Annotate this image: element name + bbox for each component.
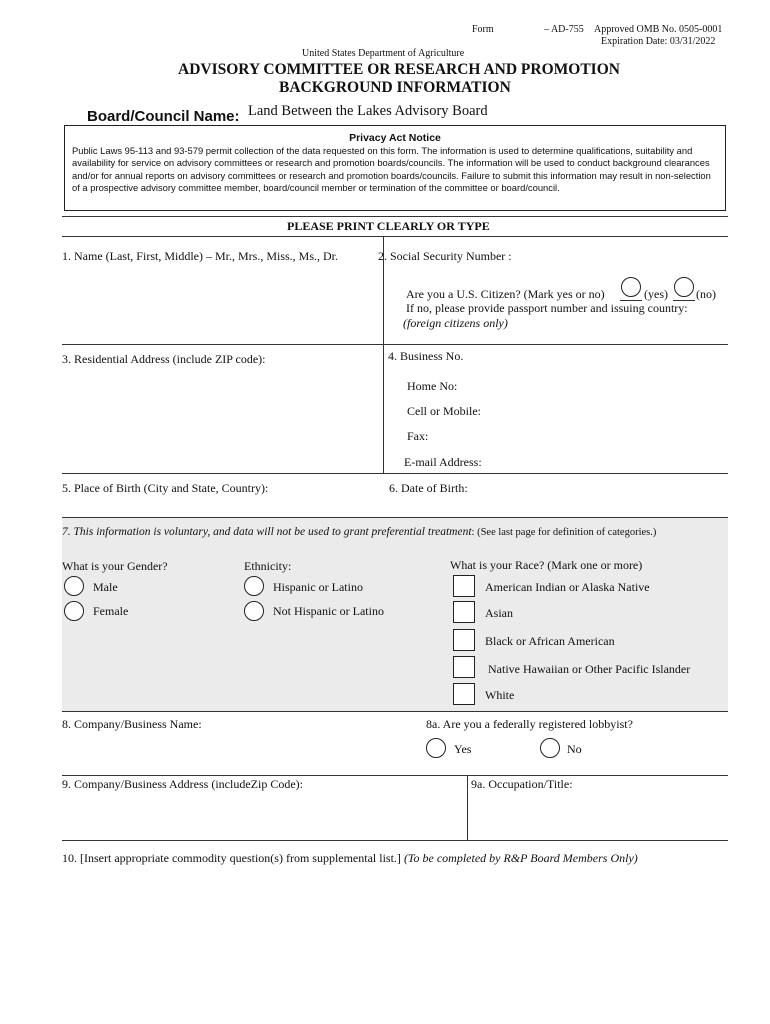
- lobbyist-question: 8a. Are you a federally registered lobbyist?: [426, 717, 633, 731]
- email-label[interactable]: E-mail Address:: [404, 455, 482, 469]
- divider: [62, 344, 728, 345]
- lobbyist-yes-radio[interactable]: [426, 738, 446, 758]
- commodity-question-text: 10. [Insert appropriate commodity question(s) from supplemental list.]: [62, 851, 401, 865]
- commodity-question-note: (To be completed by R&P Board Members Only): [403, 851, 638, 865]
- board-name-value[interactable]: Land Between the Lakes Advisory Board: [248, 103, 488, 119]
- address-field-label[interactable]: 3. Residential Address (include ZIP code):: [62, 352, 266, 366]
- divider: [62, 775, 728, 776]
- company-name-label[interactable]: 8. Company/Business Name:: [62, 717, 202, 731]
- form-title-line1: ADVISORY COMMITTEE OR RESEARCH AND PROMOTION: [178, 61, 620, 78]
- commodity-question[interactable]: [62, 851, 638, 866]
- company-address-label[interactable]: 9. Company/Business Address (includeZip Code):: [62, 777, 303, 791]
- business-no-label[interactable]: 4. Business No.: [388, 349, 464, 363]
- form-label: Form: [472, 24, 494, 35]
- expiration-date: Expiration Date: 03/31/2022: [601, 36, 716, 47]
- race-native-hawaiian-label: Native Hawaiian or Other Pacific Islander: [488, 662, 691, 676]
- citizen-question: Are you a U.S. Citizen? (Mark yes or no): [406, 287, 605, 301]
- board-name-label: Board/Council Name:: [87, 108, 240, 125]
- divider: [62, 711, 728, 712]
- divider: [62, 840, 728, 841]
- cell-label[interactable]: Cell or Mobile:: [407, 404, 481, 418]
- race-white-label: White: [485, 688, 515, 702]
- omb-number: Approved OMB No. 0505-0001: [594, 24, 723, 35]
- department: United States Department of Agriculture: [302, 48, 465, 59]
- race-asian-label: Asian: [485, 606, 513, 620]
- lobbyist-no-label: No: [567, 742, 582, 756]
- privacy-body: Public Laws 95-113 and 93-579 permit collection of the data requested on this form. The information is used to determine qualifications, suitability and availability for service on advisory committees or research and promotion boards/councils. The information will be used to conduct background clearances and/or for annual reports on advisory committees or research and promotion boards/councils. Failure to submit this information may result in non-selection of a prospective advisory committee member, board/council member or termination of the committee or board/council.: [72, 145, 711, 193]
- section7-note: : (See last page for definition of categories.): [471, 527, 657, 538]
- race-black-checkbox[interactable]: [453, 629, 475, 651]
- ethnicity-hispanic-radio[interactable]: [244, 576, 264, 596]
- gender-female-radio[interactable]: [64, 601, 84, 621]
- race-black-label: Black or African American: [485, 634, 615, 648]
- column-divider: [383, 237, 384, 473]
- fax-label[interactable]: Fax:: [407, 429, 429, 443]
- privacy-notice-box: [64, 125, 726, 211]
- divider: [62, 236, 728, 237]
- citizen-no-label: (no): [696, 287, 716, 301]
- occupation-label[interactable]: 9a. Occupation/Title:: [471, 777, 573, 791]
- passport-note: If no, please provide passport number and issuing country:: [406, 301, 688, 315]
- foreign-note: (foreign citizens only): [403, 316, 508, 330]
- race-american-indian-label: American Indian or Alaska Native: [485, 580, 650, 594]
- race-question: What is your Race? (Mark one or more): [450, 558, 643, 572]
- gender-male-radio[interactable]: [64, 576, 84, 596]
- race-native-hawaiian-checkbox[interactable]: [453, 656, 475, 678]
- ethnicity-not-hispanic-radio[interactable]: [244, 601, 264, 621]
- gender-female-label: Female: [93, 604, 129, 618]
- race-asian-checkbox[interactable]: [453, 601, 475, 623]
- ethnicity-hispanic-label: Hispanic or Latino: [273, 580, 363, 594]
- home-no-label[interactable]: Home No:: [407, 379, 458, 393]
- ethnicity-not-hispanic-label: Not Hispanic or Latino: [273, 604, 384, 618]
- gender-question: What is your Gender?: [62, 559, 168, 573]
- divider: [62, 216, 728, 217]
- print-instructions: PLEASE PRINT CLEARLY OR TYPE: [287, 219, 490, 233]
- ssn-field-label[interactable]: 2. Social Security Number :: [378, 249, 512, 263]
- form-title-line2: BACKGROUND INFORMATION: [279, 79, 511, 96]
- citizen-yes-radio[interactable]: [621, 277, 641, 297]
- citizen-yes-label: (yes): [644, 287, 668, 301]
- form-number: – AD-755: [544, 24, 584, 35]
- ethnicity-question: Ethnicity:: [244, 559, 292, 573]
- column-divider: [467, 775, 468, 840]
- birthplace-label[interactable]: 5. Place of Birth (City and State, Country):: [62, 481, 269, 495]
- lobbyist-no-radio[interactable]: [540, 738, 560, 758]
- demographics-section: [62, 518, 728, 711]
- privacy-title: Privacy Act Notice: [349, 132, 441, 144]
- race-american-indian-checkbox[interactable]: [453, 575, 475, 597]
- section7-italic: 7. This information is voluntary, and data will not be used to grant preferential treatment: [62, 526, 472, 538]
- birthdate-label[interactable]: 6. Date of Birth:: [389, 481, 468, 495]
- lobbyist-yes-label: Yes: [454, 742, 472, 756]
- name-field-label[interactable]: 1. Name (Last, First, Middle) – Mr., Mrs., Miss., Ms., Dr.: [62, 249, 338, 263]
- citizen-no-radio[interactable]: [674, 277, 694, 297]
- race-white-checkbox[interactable]: [453, 683, 475, 705]
- gender-male-label: Male: [93, 580, 118, 594]
- section7-statement: [62, 526, 656, 538]
- divider: [62, 473, 728, 474]
